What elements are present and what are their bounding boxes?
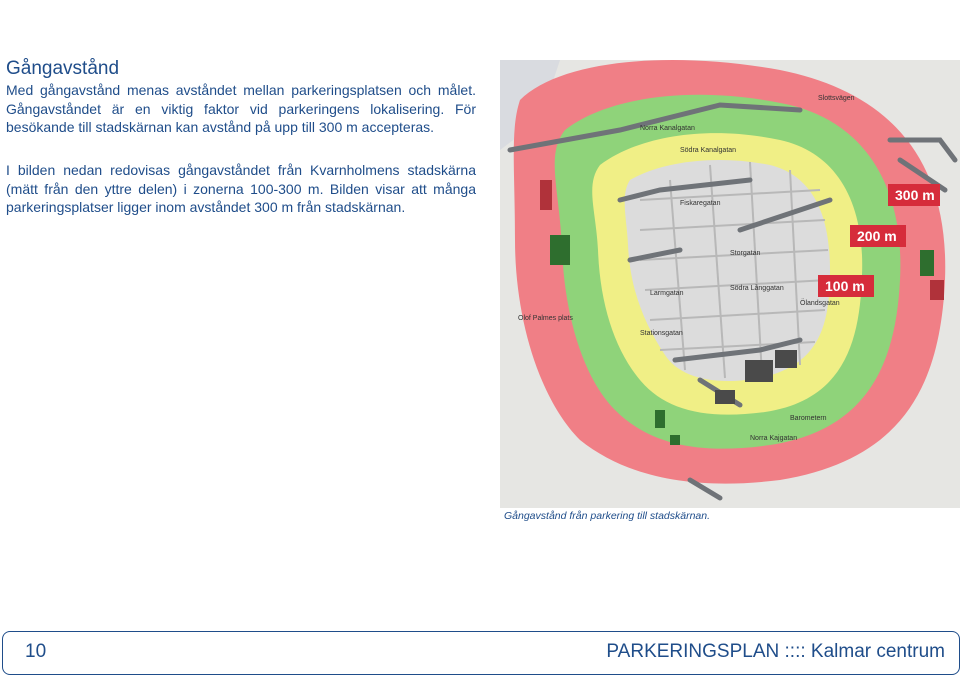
zone-label-200m: 200 m <box>857 228 897 244</box>
street-label: Norra Kanalgatan <box>640 125 695 132</box>
zone-label-300m: 300 m <box>895 187 935 203</box>
street-label: Södra Långgatan <box>730 285 784 292</box>
street-label: Storgatan <box>730 250 761 257</box>
street-label: Ölandsgatan <box>800 300 840 307</box>
page-footer <box>2 631 960 675</box>
page-number: 10 <box>25 641 47 662</box>
street-label: Slottsvägen <box>818 95 855 102</box>
document-title: PARKERINGSPLAN :::: Kalmar centrum <box>606 641 945 662</box>
zone-label-100m: 100 m <box>825 278 865 294</box>
street-label: Larmgatan <box>650 290 684 297</box>
section-heading: Gångavstånd <box>6 58 120 79</box>
street-label: Olof Palmes plats <box>518 315 573 322</box>
intro-paragraph: Med gångavstånd menas avståndet mellan parkeringsplatsen och målet. Gångavståndet är en viktig faktor vid parkeringens lokalisering. För besökande till stadskärnan kan avstånd på upp till 300 m accepteras. <box>6 82 476 135</box>
street-label: Norra Kajgatan <box>750 435 798 442</box>
walking-distance-map <box>500 60 960 508</box>
map-graphic <box>500 60 960 508</box>
street-label: Stationsgatan <box>640 330 683 337</box>
street-label: Södra Kanalgatan <box>680 147 737 154</box>
description-paragraph: I bilden nedan redovisas gångavståndet från Kvarnholmens stadskärna (mätt från den yttre delen) i zonerna 100-300 m. Bilden visar att många parkeringsplatser ligger inom avståndet 300 m från stadskärnan. <box>6 162 476 215</box>
street-label: Barometern <box>790 415 827 422</box>
street-label: Fiskaregatan <box>680 200 721 207</box>
map-caption: Gångavstånd från parkering till stadskärnan. <box>504 510 711 522</box>
